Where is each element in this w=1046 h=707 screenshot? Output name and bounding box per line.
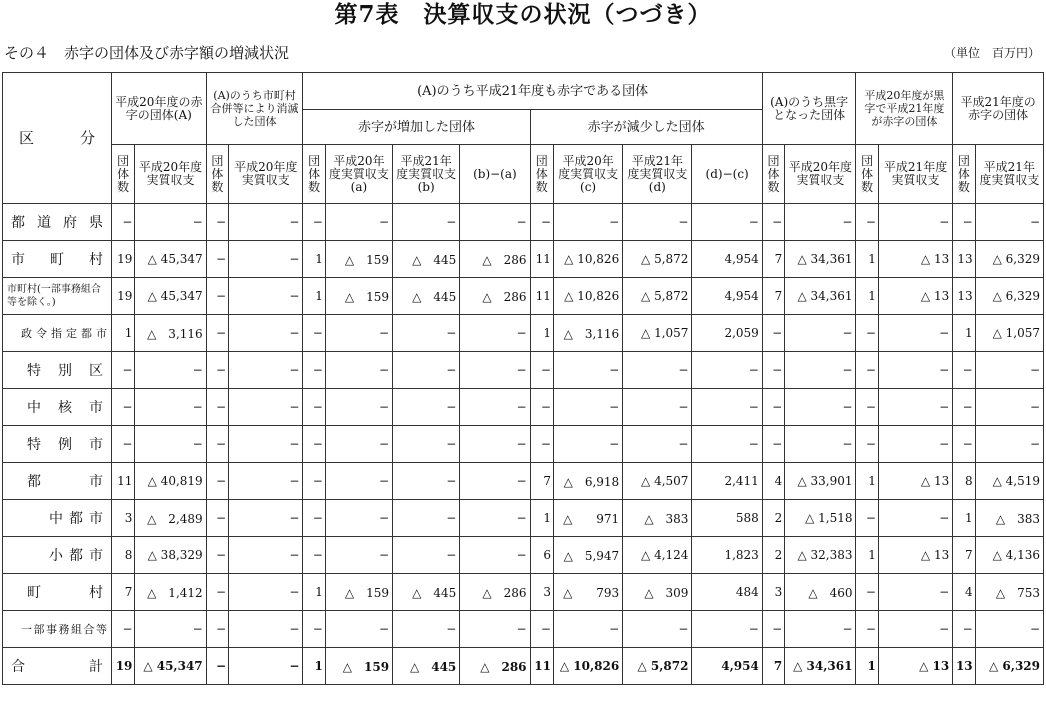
table-cell: −	[856, 611, 878, 648]
table-cell: −	[229, 426, 303, 463]
table-cell: △ 6,918	[553, 463, 622, 500]
table-cell: −	[975, 426, 1043, 463]
table-cell: 1	[303, 241, 325, 278]
table-cell: −	[785, 611, 856, 648]
table-cell: 3	[111, 500, 134, 537]
table-cell: −	[206, 574, 228, 611]
table-cell: −	[878, 611, 952, 648]
header-to-surplus: (A)のうち黒字となった団体	[762, 73, 856, 145]
table-cell: △ 33,901	[785, 463, 856, 500]
table-cell: −	[206, 648, 228, 685]
row-label: 市町村(一部事務組合等を除く。)	[3, 278, 112, 315]
table-cell: −	[303, 463, 325, 500]
table-cell: △ 6,329	[975, 241, 1043, 278]
row-label: 中都市	[3, 500, 112, 537]
table-cell: △ 5,947	[553, 537, 622, 574]
table-cell: 2,059	[692, 315, 762, 352]
table-cell: −	[206, 426, 228, 463]
table-cell: 484	[692, 574, 762, 611]
table-cell: −	[878, 352, 952, 389]
table-cell: 7	[530, 463, 553, 500]
row-label: 町村	[3, 574, 112, 611]
table-cell: △ 159	[325, 278, 392, 315]
table-cell: −	[953, 389, 975, 426]
table-cell: △ 4,507	[623, 463, 692, 500]
header-cnt: 団体数	[953, 145, 975, 204]
table-cell: −	[762, 611, 784, 648]
table-cell: −	[623, 389, 692, 426]
table-cell: −	[460, 426, 530, 463]
table-cell: △ 383	[623, 500, 692, 537]
table-cell: 1	[530, 315, 553, 352]
table-subtitle: その４ 赤字の団体及び赤字額の増減状況	[4, 44, 290, 62]
header-h21-real: 平成21年度実質収支	[975, 145, 1043, 204]
table-cell: 1	[856, 278, 878, 315]
table-cell: 2	[762, 537, 784, 574]
table-cell: −	[111, 611, 134, 648]
table-cell: △ 309	[623, 574, 692, 611]
header-h20-deficit: 平成20年度の赤字の団体(A)	[111, 73, 206, 145]
table-cell: △ 1,057	[623, 315, 692, 352]
table-cell: −	[229, 611, 303, 648]
table-cell: △ 5,872	[623, 278, 692, 315]
table-cell: −	[325, 389, 392, 426]
table-cell: −	[975, 204, 1043, 241]
table-cell: 1	[856, 537, 878, 574]
table-cell: −	[229, 241, 303, 278]
table-cell: −	[762, 389, 784, 426]
table-cell: −	[206, 241, 228, 278]
table-row	[3, 204, 1044, 241]
table-cell: △ 10,826	[553, 241, 622, 278]
table-cell: −	[762, 352, 784, 389]
table-cell: △ 4,519	[975, 463, 1043, 500]
header-cnt: 団体数	[111, 145, 134, 204]
row-label: 一部事務組合等	[3, 611, 112, 648]
table-cell: −	[135, 204, 206, 241]
table-cell: −	[856, 352, 878, 389]
table-cell: −	[393, 500, 460, 537]
table-cell: −	[692, 611, 762, 648]
table-cell: −	[623, 352, 692, 389]
table-cell: △ 4,124	[623, 537, 692, 574]
table-cell: −	[530, 389, 553, 426]
table-cell: △ 286	[460, 241, 530, 278]
header-h21-real-b: 平成21年度実質収支(b)	[393, 145, 460, 204]
table-cell: −	[135, 389, 206, 426]
table-cell: −	[303, 500, 325, 537]
table-cell: −	[325, 204, 392, 241]
header-cnt: 団体数	[303, 145, 325, 204]
table-cell: −	[206, 500, 228, 537]
table-cell: −	[229, 352, 303, 389]
table-cell: −	[393, 463, 460, 500]
table-cell: △ 159	[325, 241, 392, 278]
table-cell: −	[206, 278, 228, 315]
table-cell: −	[785, 352, 856, 389]
table-cell: −	[530, 204, 553, 241]
table-cell: −	[692, 426, 762, 463]
table-cell: −	[325, 352, 392, 389]
row-label: 都市	[3, 463, 112, 500]
table-cell: −	[303, 315, 325, 352]
table-cell: −	[553, 352, 622, 389]
table-cell: −	[111, 352, 134, 389]
header-cnt: 団体数	[856, 145, 878, 204]
table-cell: −	[460, 352, 530, 389]
header-kubun: 区 分	[3, 73, 112, 204]
table-cell: −	[393, 204, 460, 241]
table-cell: −	[623, 426, 692, 463]
table-cell: −	[229, 574, 303, 611]
header-h20-real-a: 平成20年度実質収支(a)	[325, 145, 392, 204]
table-cell: −	[393, 389, 460, 426]
table-cell: −	[878, 426, 952, 463]
row-label: 小都市	[3, 537, 112, 574]
table-title: 第7表 決算収支の状況（つづき）	[334, 1, 712, 28]
table-cell: −	[135, 426, 206, 463]
table-cell: −	[206, 204, 228, 241]
table-cell: 588	[692, 500, 762, 537]
header-h20-real: 平成20年度実質収支	[135, 145, 206, 204]
table-cell: −	[878, 574, 952, 611]
table-cell: △ 159	[325, 574, 392, 611]
table-cell: 13	[953, 278, 975, 315]
table-cell: −	[856, 574, 878, 611]
table-cell: 1	[303, 648, 325, 685]
table-cell: △ 10,826	[553, 278, 622, 315]
table-cell: −	[975, 352, 1043, 389]
table-cell: −	[553, 204, 622, 241]
table-cell: −	[530, 352, 553, 389]
table-cell: 19	[111, 241, 134, 278]
table-cell: −	[325, 611, 392, 648]
row-label: 都道府県	[3, 204, 112, 241]
table-cell: △ 445	[393, 241, 460, 278]
table-cell: △ 10,826	[553, 648, 622, 685]
header-cnt: 団体数	[206, 145, 228, 204]
table-cell: −	[553, 426, 622, 463]
header-diff-dc: (d)−(c)	[692, 145, 762, 204]
table-row	[3, 463, 1044, 500]
table-cell: 13	[953, 648, 975, 685]
table-cell: −	[393, 352, 460, 389]
table-cell: △ 159	[325, 648, 392, 685]
table-cell: −	[460, 204, 530, 241]
table-cell: △ 445	[393, 648, 460, 685]
table-cell: −	[460, 315, 530, 352]
table-cell: −	[303, 611, 325, 648]
table-cell: △ 5,872	[623, 648, 692, 685]
table-row	[3, 648, 1044, 685]
table-cell: −	[953, 352, 975, 389]
table-cell: −	[206, 537, 228, 574]
table-cell: 2,411	[692, 463, 762, 500]
table-cell: △ 1,518	[785, 500, 856, 537]
table-cell: −	[206, 389, 228, 426]
table-cell: −	[229, 278, 303, 315]
table-cell: −	[878, 315, 952, 352]
table-cell: −	[393, 426, 460, 463]
table-cell: 1	[953, 315, 975, 352]
table-cell: △ 5,872	[623, 241, 692, 278]
table-cell: −	[206, 463, 228, 500]
table-cell: −	[692, 204, 762, 241]
unit-label: （単位 百万円）	[943, 46, 1040, 60]
table-cell: 19	[111, 278, 134, 315]
table-row	[3, 611, 1044, 648]
header-h20-real-c: 平成20年度実質収支(c)	[553, 145, 622, 204]
table-body	[3, 204, 1044, 685]
table-cell: −	[325, 426, 392, 463]
table-cell: 4	[953, 574, 975, 611]
table-cell: △ 13	[878, 278, 952, 315]
table-cell: 4,954	[692, 278, 762, 315]
table-cell: −	[325, 500, 392, 537]
table-cell: −	[530, 611, 553, 648]
table-cell: −	[206, 611, 228, 648]
table-cell: △ 34,361	[785, 278, 856, 315]
table-cell: −	[762, 204, 784, 241]
table-cell: △ 13	[878, 241, 952, 278]
table-cell: −	[111, 389, 134, 426]
table-cell: −	[878, 204, 952, 241]
table-cell: △ 286	[460, 574, 530, 611]
table-row	[3, 426, 1044, 463]
table-cell: −	[785, 426, 856, 463]
table-cell: −	[953, 611, 975, 648]
header-increased: 赤字が増加した団体	[303, 110, 530, 145]
header-h20-real: 平成20年度実質収支	[785, 145, 856, 204]
table-cell: △ 971	[553, 500, 622, 537]
header-h20-real: 平成20年度実質収支	[229, 145, 303, 204]
table-cell: −	[785, 315, 856, 352]
table-cell: 1,823	[692, 537, 762, 574]
table-cell: −	[692, 352, 762, 389]
table-cell: △ 383	[975, 500, 1043, 537]
table-cell: −	[229, 389, 303, 426]
table-cell: 7	[762, 241, 784, 278]
table-cell: −	[111, 426, 134, 463]
table-cell: −	[623, 204, 692, 241]
table-cell: −	[229, 204, 303, 241]
table-cell: −	[785, 204, 856, 241]
table-cell: 1	[856, 463, 878, 500]
table-cell: 7	[762, 648, 784, 685]
table-cell: 3	[762, 574, 784, 611]
table-cell: 3	[530, 574, 553, 611]
table-cell: −	[229, 500, 303, 537]
table-cell: −	[953, 204, 975, 241]
table-cell: −	[325, 315, 392, 352]
table-cell: △ 3,116	[553, 315, 622, 352]
table-cell: −	[206, 315, 228, 352]
table-cell: −	[135, 611, 206, 648]
table-cell: △ 45,347	[135, 278, 206, 315]
table-cell: 19	[111, 648, 134, 685]
table-cell: △ 1,057	[975, 315, 1043, 352]
table-cell: −	[460, 611, 530, 648]
table-cell: −	[229, 648, 303, 685]
row-label: 特例市	[3, 426, 112, 463]
table-cell: −	[856, 204, 878, 241]
table-cell: −	[460, 500, 530, 537]
table-cell: −	[553, 389, 622, 426]
table-cell: −	[856, 389, 878, 426]
header-h21-deficit: 平成21年度の赤字の団体	[953, 73, 1044, 145]
table-cell: −	[878, 389, 952, 426]
table-cell: △ 460	[785, 574, 856, 611]
table-row	[3, 537, 1044, 574]
table-cell: △ 34,361	[785, 648, 856, 685]
table-cell: 4,954	[692, 648, 762, 685]
table-cell: 4	[762, 463, 784, 500]
row-label: 合計	[3, 648, 112, 685]
table-cell: −	[553, 611, 622, 648]
table-cell: △ 32,383	[785, 537, 856, 574]
header-surplus-to-deficit: 平成20年度が黒字で平成21年度が赤字の団体	[856, 73, 953, 145]
table-cell: −	[111, 204, 134, 241]
table-cell: −	[953, 426, 975, 463]
deficit-table	[2, 72, 1044, 685]
table-cell: 1	[303, 574, 325, 611]
table-cell: −	[460, 389, 530, 426]
table-cell: △ 13	[878, 537, 952, 574]
table-cell: 1	[303, 278, 325, 315]
table-cell: △ 6,329	[975, 278, 1043, 315]
table-row	[3, 352, 1044, 389]
table-cell: △ 34,361	[785, 241, 856, 278]
table-cell: △ 753	[975, 574, 1043, 611]
row-label: 特別区	[3, 352, 112, 389]
table-cell: △ 13	[878, 648, 952, 685]
table-cell: −	[206, 352, 228, 389]
table-row	[3, 389, 1044, 426]
table-cell: −	[303, 426, 325, 463]
table-cell: 11	[530, 278, 553, 315]
header-still-deficit: (A)のうち平成21年度も赤字である団体	[303, 73, 762, 110]
table-cell: 6	[530, 537, 553, 574]
table-cell: 2	[762, 500, 784, 537]
table-cell: −	[303, 389, 325, 426]
table-cell: 1	[953, 500, 975, 537]
table-cell: 8	[111, 537, 134, 574]
table-cell: △ 445	[393, 574, 460, 611]
table-cell: △ 445	[393, 278, 460, 315]
table-cell: 4,954	[692, 241, 762, 278]
table-cell: −	[856, 500, 878, 537]
table-cell: △ 45,347	[135, 648, 206, 685]
header-merged: (A)のうち市町村合併等により消滅した団体	[206, 73, 303, 145]
table-cell: △ 793	[553, 574, 622, 611]
table-cell: −	[878, 500, 952, 537]
table-cell: △ 38,329	[135, 537, 206, 574]
table-cell: △ 2,489	[135, 500, 206, 537]
table-cell: △ 13	[878, 463, 952, 500]
table-cell: △ 3,116	[135, 315, 206, 352]
header-cnt: 団体数	[530, 145, 553, 204]
table-cell: −	[303, 204, 325, 241]
table-row	[3, 500, 1044, 537]
table-cell: −	[460, 537, 530, 574]
table-cell: 11	[530, 241, 553, 278]
header-cnt: 団体数	[762, 145, 784, 204]
table-cell: 7	[762, 278, 784, 315]
table-cell: −	[393, 611, 460, 648]
table-cell: −	[623, 611, 692, 648]
table-cell: 1	[530, 500, 553, 537]
row-label: 政令指定都市	[3, 315, 112, 352]
table-cell: △ 286	[460, 278, 530, 315]
table-cell: −	[762, 315, 784, 352]
header-diff-ba: (b)−(a)	[460, 145, 530, 204]
table-cell: 7	[111, 574, 134, 611]
table-cell: 8	[953, 463, 975, 500]
table-cell: 13	[953, 241, 975, 278]
header-h21-real: 平成21年度実質収支	[878, 145, 952, 204]
table-cell: −	[692, 389, 762, 426]
table-cell: −	[393, 537, 460, 574]
table-cell: −	[325, 463, 392, 500]
table-cell: −	[135, 352, 206, 389]
table-cell: −	[325, 537, 392, 574]
table-cell: −	[229, 537, 303, 574]
table-cell: △ 45,347	[135, 241, 206, 278]
table-cell: −	[393, 315, 460, 352]
row-label: 市町村	[3, 241, 112, 278]
table-cell: −	[229, 315, 303, 352]
table-cell: △ 6,329	[975, 648, 1043, 685]
table-cell: △ 4,136	[975, 537, 1043, 574]
table-cell: −	[856, 426, 878, 463]
table-cell: 7	[953, 537, 975, 574]
table-cell: 1	[856, 241, 878, 278]
table-cell: 11	[530, 648, 553, 685]
table-cell: −	[975, 389, 1043, 426]
table-row	[3, 278, 1044, 315]
table-cell: △ 40,819	[135, 463, 206, 500]
table-cell: −	[303, 537, 325, 574]
table-cell: −	[303, 352, 325, 389]
table-cell: −	[975, 611, 1043, 648]
table-cell: 1	[856, 648, 878, 685]
table-cell: −	[530, 426, 553, 463]
table-row	[3, 241, 1044, 278]
table-cell: 11	[111, 463, 134, 500]
header-decreased: 赤字が減少した団体	[530, 110, 762, 145]
table-cell: 1	[111, 315, 134, 352]
table-cell: △ 286	[460, 648, 530, 685]
row-label: 中核市	[3, 389, 112, 426]
table-cell: −	[856, 315, 878, 352]
table-row	[3, 315, 1044, 352]
table-cell: −	[762, 426, 784, 463]
table-cell: −	[460, 463, 530, 500]
table-cell: △ 1,412	[135, 574, 206, 611]
table-cell: −	[229, 463, 303, 500]
table-row	[3, 574, 1044, 611]
table-cell: −	[785, 389, 856, 426]
header-h21-real-d: 平成21年度実質収支(d)	[623, 145, 692, 204]
